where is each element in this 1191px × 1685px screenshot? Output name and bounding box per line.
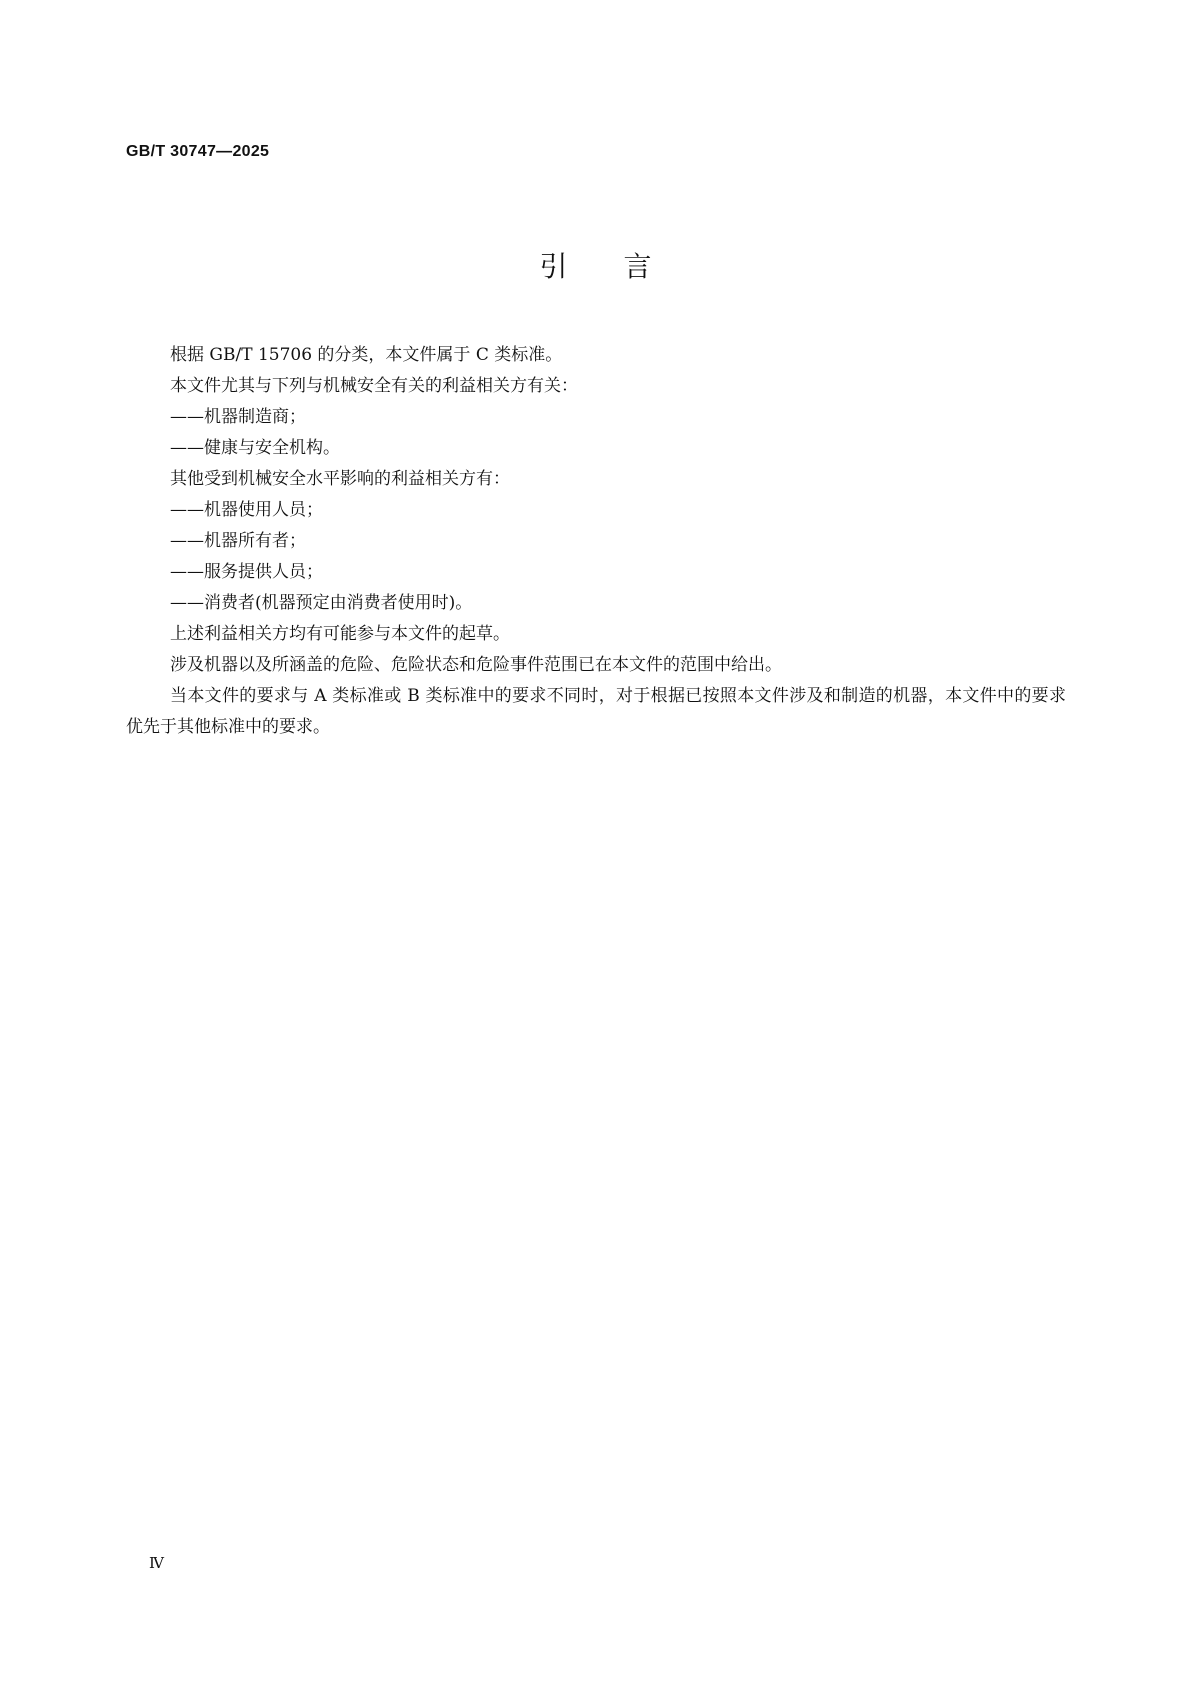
list-item-health-safety-bodies: ——健康与安全机构。 (170, 438, 340, 458)
list-item-machine-owners: ——机器所有者； (170, 531, 306, 551)
paragraph-precedence: 当本文件的要求与 A 类标准或 B 类标准中的要求不同时，对于根据已按照本文件涉及和制造的机器，本文件中的要求优先于其他标准中的要求。 (126, 686, 1066, 737)
page-number: Ⅳ (149, 1554, 164, 1572)
list-item-machine-manufacturers: ——机器制造商； (170, 407, 306, 427)
paragraph-scope-reference: 涉及机器以及所涵盖的危险、危险状态和危险事件范围已在本文件的范围中给出。 (170, 655, 782, 675)
list-item-service-providers: ——服务提供人员； (170, 562, 323, 582)
list-item-machine-users: ——机器使用人员； (170, 500, 323, 520)
paragraph-classification: 根据 GB/T 15706 的分类，本文件属于 C 类标准。 (170, 345, 563, 365)
paragraph-stakeholders-intro: 本文件尤其与下列与机械安全有关的利益相关方有关： (170, 376, 578, 396)
paragraph-other-stakeholders-intro: 其他受到机械安全水平影响的利益相关方有： (170, 469, 510, 489)
paragraph-drafting-participation: 上述利益相关方均有可能参与本文件的起草。 (170, 624, 510, 644)
list-item-consumers: ——消费者(机器预定由消费者使用时)。 (170, 593, 473, 613)
standard-code-header: GB/T 30747—2025 (126, 143, 270, 160)
page-title: 引言 (539, 250, 708, 283)
introduction-body (126, 340, 1066, 743)
